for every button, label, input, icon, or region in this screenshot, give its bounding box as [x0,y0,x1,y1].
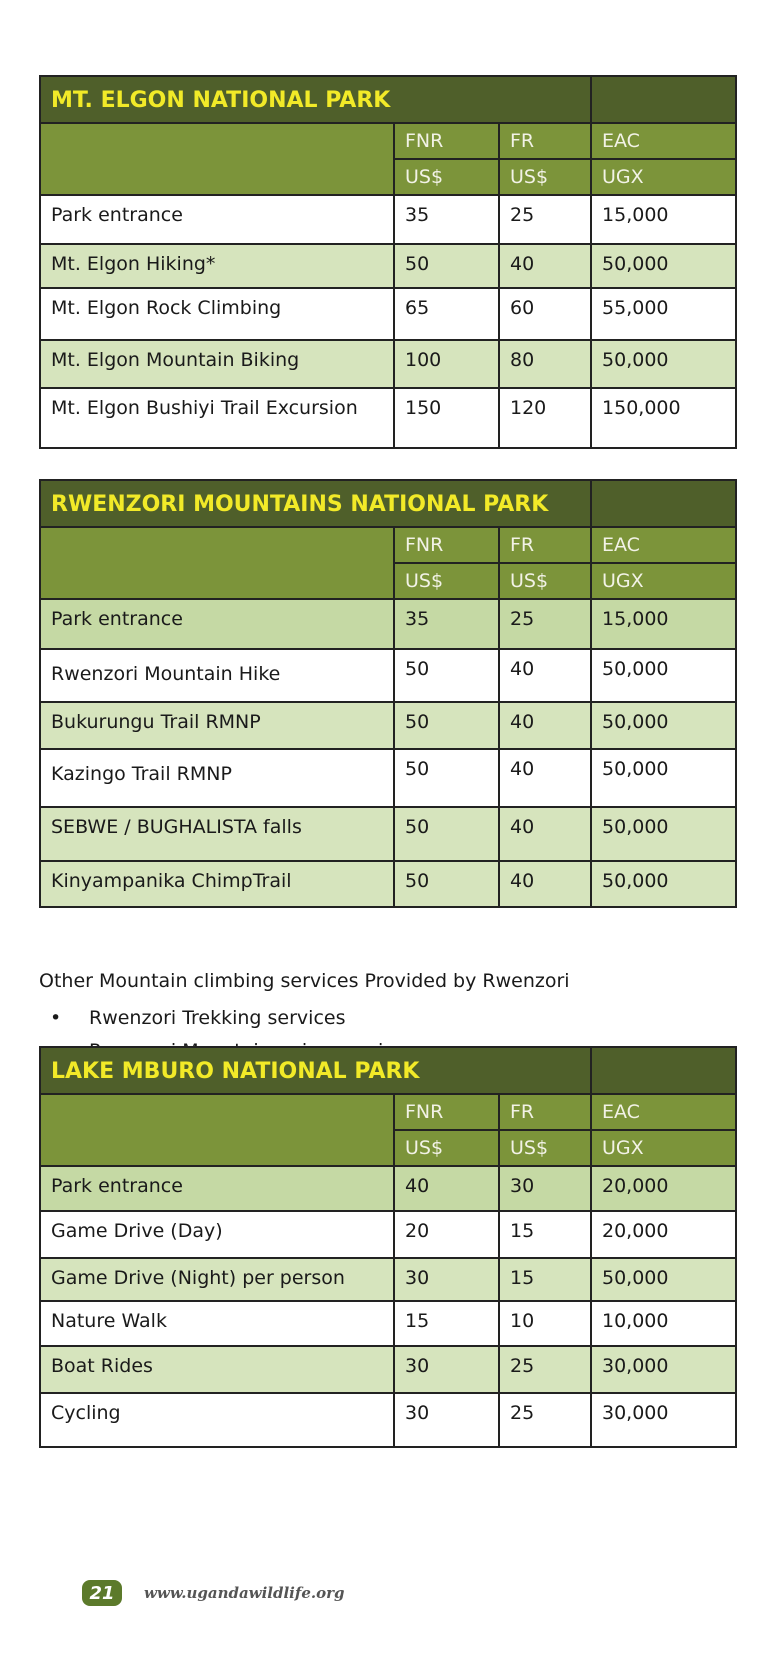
fnr-cell: 35 [394,599,499,649]
eac-cell: 50,000 [591,702,736,749]
fnr-cell: 30 [394,1346,499,1393]
table-row [40,244,736,288]
table-row [40,1258,736,1301]
activity-cell: Park entrance [40,599,394,649]
rwenzori-fees-table [39,479,737,908]
fnr-cell: 20 [394,1211,499,1258]
table-row [40,195,736,244]
activity-cell: Game Drive (Night) per person [40,1258,394,1301]
table-row [40,1301,736,1346]
table-row [40,340,736,388]
fr-cell: 40 [499,244,591,288]
col-currency-fnr: US$ [394,1130,499,1166]
fr-cell: 80 [499,340,591,388]
activity-cell: Park entrance [40,195,394,244]
table-row [40,1211,736,1258]
mburo-fees-table [39,1046,737,1448]
col-header-fr: FR [499,123,591,159]
fnr-cell: 40 [394,1166,499,1211]
table-title: RWENZORI MOUNTAINS NATIONAL PARK [40,480,591,527]
eac-cell: 50,000 [591,807,736,861]
activity-cell: Boat Rides [40,1346,394,1393]
eac-cell: 20,000 [591,1211,736,1258]
col-currency-eac: UGX [591,1130,736,1166]
fnr-cell: 50 [394,649,499,702]
table-row [40,702,736,749]
col-currency-fr: US$ [499,1130,591,1166]
fr-cell: 25 [499,1346,591,1393]
fnr-cell: 50 [394,702,499,749]
table-row [40,749,736,807]
eac-cell: 15,000 [591,195,736,244]
col-header-fnr: FNR [394,527,499,563]
header-blank-cell [40,1094,394,1166]
title-blank-cell [591,480,736,527]
activity-cell: Kazingo Trail RMNP [40,749,394,807]
page-number-badge: 21 [82,1580,122,1606]
fnr-cell: 100 [394,340,499,388]
activity-cell: Mt. Elgon Rock Climbing [40,288,394,340]
activity-cell: SEBWE / BUGHALISTA falls [40,807,394,861]
col-currency-eac: UGX [591,563,736,599]
fnr-cell: 30 [394,1393,499,1447]
fr-cell: 40 [499,702,591,749]
activity-cell: Rwenzori Mountain Hike [40,649,394,702]
table-row [40,649,736,702]
eac-cell: 50,000 [591,861,736,907]
activity-cell: Park entrance [40,1166,394,1211]
col-header-eac: EAC [591,123,736,159]
fr-cell: 40 [499,749,591,807]
activity-cell: Bukurungu Trail RMNP [40,702,394,749]
table-row [40,288,736,340]
table-title: LAKE MBURO NATIONAL PARK [40,1047,591,1094]
col-currency-fnr: US$ [394,159,499,195]
table-title: MT. ELGON NATIONAL PARK [40,76,591,123]
other-services-note: Other Mountain climbing services Provided by Rwenzori [39,970,570,992]
fr-cell: 40 [499,807,591,861]
col-header-fnr: FNR [394,1094,499,1130]
list-item [39,1005,415,1038]
fr-cell: 60 [499,288,591,340]
table-row [40,388,736,448]
activity-cell: Nature Walk [40,1301,394,1346]
fnr-cell: 65 [394,288,499,340]
eac-cell: 50,000 [591,649,736,702]
col-header-eac: EAC [591,1094,736,1130]
eac-cell: 55,000 [591,288,736,340]
table-row [40,861,736,907]
fr-cell: 15 [499,1258,591,1301]
activity-cell: Kinyampanika ChimpTrail [40,861,394,907]
website-link[interactable]: www.ugandawildlife.org [144,1584,345,1602]
col-currency-fr: US$ [499,159,591,195]
fr-cell: 25 [499,599,591,649]
table-row [40,599,736,649]
col-currency-fnr: US$ [394,563,499,599]
fnr-cell: 50 [394,244,499,288]
activity-cell: Mt. Elgon Bushiyi Trail Excursion [40,388,394,448]
fnr-cell: 35 [394,195,499,244]
table-row [40,1346,736,1393]
fr-cell: 120 [499,388,591,448]
eac-cell: 50,000 [591,340,736,388]
activity-cell: Mt. Elgon Hiking* [40,244,394,288]
fr-cell: 30 [499,1166,591,1211]
fr-cell: 25 [499,1393,591,1447]
fnr-cell: 150 [394,388,499,448]
fr-cell: 15 [499,1211,591,1258]
header-blank-cell [40,527,394,599]
table-row [40,1166,736,1211]
fnr-cell: 15 [394,1301,499,1346]
eac-cell: 30,000 [591,1346,736,1393]
activity-cell: Mt. Elgon Mountain Biking [40,340,394,388]
title-blank-cell [591,1047,736,1094]
eac-cell: 50,000 [591,749,736,807]
fr-cell: 25 [499,195,591,244]
col-header-fnr: FNR [394,123,499,159]
col-header-eac: EAC [591,527,736,563]
eac-cell: 15,000 [591,599,736,649]
fr-cell: 40 [499,861,591,907]
bullet-icon: • [50,1007,62,1029]
fr-cell: 10 [499,1301,591,1346]
col-currency-fr: US$ [499,563,591,599]
fnr-cell: 50 [394,749,499,807]
eac-cell: 50,000 [591,244,736,288]
activity-cell: Game Drive (Day) [40,1211,394,1258]
fnr-cell: 50 [394,861,499,907]
eac-cell: 50,000 [591,1258,736,1301]
col-currency-eac: UGX [591,159,736,195]
table-row [40,1393,736,1447]
title-blank-cell [591,76,736,123]
page-footer [82,1580,345,1606]
col-header-fr: FR [499,527,591,563]
fr-cell: 40 [499,649,591,702]
eac-cell: 10,000 [591,1301,736,1346]
header-blank-cell [40,123,394,195]
fnr-cell: 30 [394,1258,499,1301]
activity-cell: Cycling [40,1393,394,1447]
eac-cell: 150,000 [591,388,736,448]
fnr-cell: 50 [394,807,499,861]
elgon-fees-table [39,75,737,449]
table-row [40,807,736,861]
col-header-fr: FR [499,1094,591,1130]
eac-cell: 20,000 [591,1166,736,1211]
eac-cell: 30,000 [591,1393,736,1447]
service-label: Rwenzori Trekking services [89,1007,346,1029]
